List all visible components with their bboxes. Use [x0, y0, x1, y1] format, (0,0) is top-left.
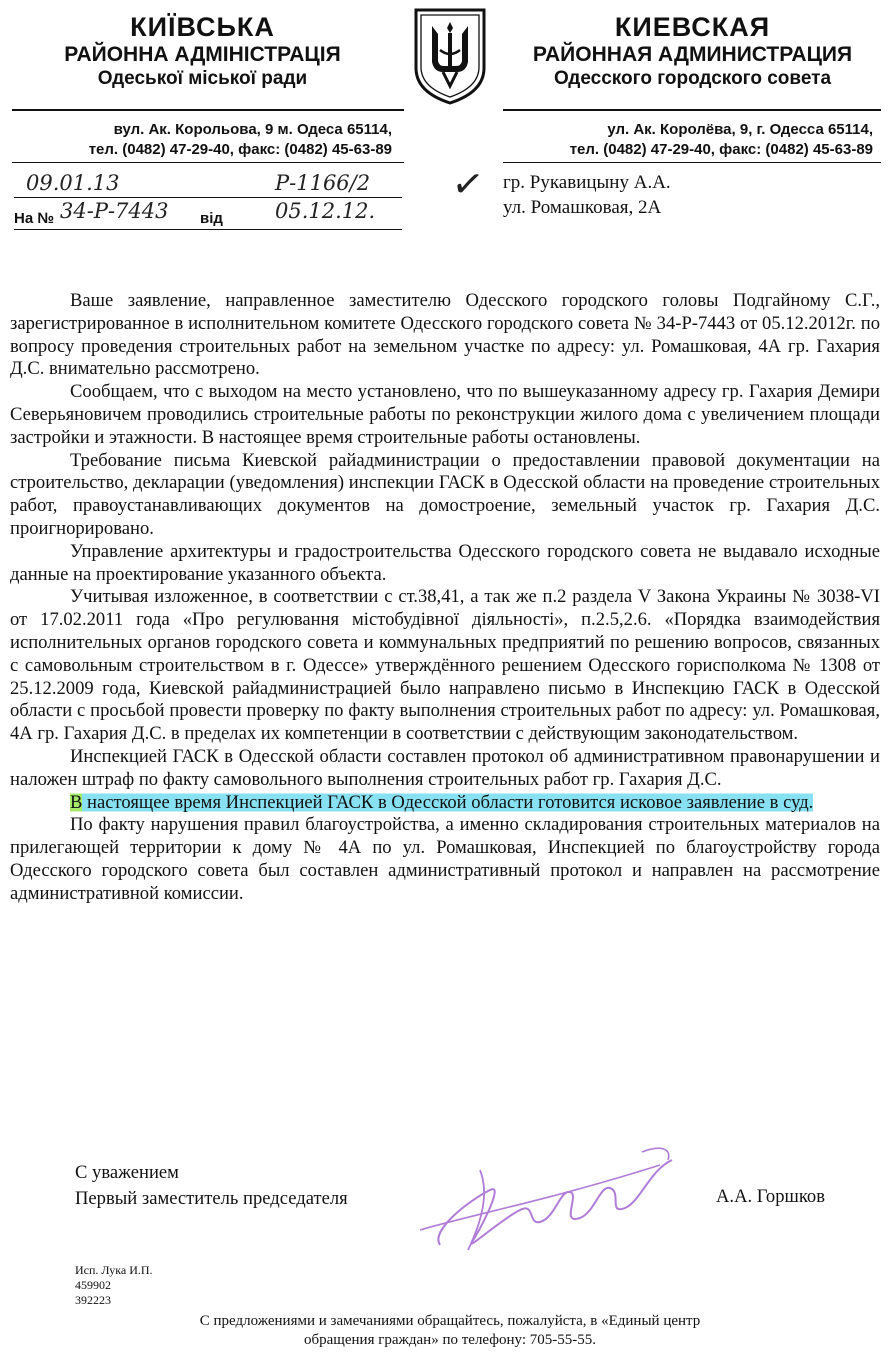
header-ua-line3: Одеської міської ради	[97, 68, 308, 89]
executor	[75, 1263, 153, 1308]
ref-number: 34-Р-7443	[60, 199, 169, 223]
header-ua-address: вул. Ак. Корольова, 9 м. Одеса 65114,	[113, 121, 392, 138]
registration-rule	[14, 197, 402, 198]
header-ru-contacts	[503, 120, 873, 160]
header-ua-contacts	[12, 120, 392, 160]
header-ua-rule-2	[12, 162, 404, 163]
paragraph-3: Требование письма Киевской райадминистрации о предоставлении правовой документации на строительство, декларации (уведомления) инспекции ГАСК в Одесской области на проведение строительных работ, правоустанавливающих документов на домостроение, земельный участок гр. Гахария Д.С. проигнорировано.	[10, 449, 880, 539]
header-ua-phone: тел. (0482) 47-29-40, факс: (0482) 45-63-89	[88, 141, 392, 158]
paragraph-6: Инспекцией ГАСК в Одесской области составлен протокол об административном правонарушении и наложен штраф по факту самовольного выполнения строительных работ гр. Гахария Д.С.	[10, 745, 880, 790]
ref-from-label: від	[200, 210, 223, 227]
ref-date: 05.12.12.	[275, 199, 376, 223]
footer-line-1: С предложениями и замечаниями обращайтесь, пожалуйста, в «Единый центр	[199, 1313, 701, 1329]
recipient	[503, 170, 671, 220]
paragraph-4: Управление архитектуры и градостроительства Одесского городского совета не выдавало исходные данные на проектирование указанного объекта.	[10, 540, 880, 585]
paragraph-8: По факту нарушения правил благоустройства, а именно складирования строительных материалов на прилегающей территории к дому № 4А по ул. Ромашковая, Инспекцией по благоустройству города Одесского городского совета был составлен административный протокол и направлен на рассмотрение административной комиссии.	[10, 814, 880, 904]
paragraph-7-highlighted	[10, 792, 880, 815]
paragraph-5: Учитывая изложенное, в соответствии с ст.38,41, а так же п.2 раздела V Закона Украины № 3038-VI от 17.02.2011 года «Про регулювання містобудівної діяльності», п.2.5,2.6. «Порядка взаимодействия исполнительных органов городского совета и коммунальных предприятий по решению вопросов, связанных с самовольным строительством в г. Одессе» утверждённого решением Одесского горисполкома № 1308 от 25.12.2009 года, Киевской райадминистрацией было направлено письмо в Инспекцию ГАСК в Одесской области с просьбой провести проверку по факту выполнения строительных работ по адресу: ул. Ромашковая, 4А гр. Гахария Д.С. в пределах их компетенции в соответствии с действующим законодательством.	[10, 586, 880, 745]
recipient-address: ул. Ромашковая, 2А	[503, 197, 662, 218]
ref-label: На №	[14, 210, 55, 227]
closing	[75, 1160, 348, 1212]
highlighted-text: настоящее время Инспекцией ГАСК в Одесской области готовится исковое заявление в суд.	[82, 791, 814, 813]
highlight-start: В	[70, 791, 83, 813]
registration-number: Р-1166/2	[275, 171, 371, 195]
header-ru-line1: КИЕВСКАЯ	[614, 12, 771, 42]
closing-position: Первый заместитель председателя	[75, 1188, 348, 1209]
registration-date: 09.01.13	[26, 171, 120, 195]
letter-body	[10, 290, 880, 906]
footer-line-2: обращения граждан» по телефону: 705-55-55.	[304, 1332, 596, 1348]
header-ru	[500, 12, 885, 91]
header-ua-line1: КИЇВСЬКА	[130, 12, 275, 42]
footer	[120, 1312, 780, 1350]
signature	[410, 1130, 680, 1260]
header-ru-line3: Одесского городского совета	[553, 68, 832, 89]
check-mark: ✓	[449, 159, 487, 209]
header-ua-line2: РАЙОННА АДМІНІСТРАЦІЯ	[64, 43, 341, 66]
ref-rule	[14, 229, 402, 230]
paragraph-1: Ваше заявление, направленное заместителю Одесского городского головы Подгайному С.Г., зарегистрированное в исполнительном комитете Одесского городского совета № 34-Р-7443 от 05.12.2012г. по вопросу проведения строительных работ на земельном участке по адресу: ул. Ромашковая, 4А гр. Гахария Д.С. внимательно рассмотрено.	[10, 290, 880, 380]
header-ru-rule-2	[503, 162, 881, 163]
closing-regards: С уважением	[75, 1162, 179, 1183]
executor-phone-2: 392223	[75, 1293, 111, 1307]
header-ru-line2: РАЙОННАЯ АДМИНИСТРАЦИЯ	[532, 43, 853, 66]
header-ru-rule	[503, 109, 881, 111]
header-ru-address: ул. Ак. Королёва, 9, г. Одесса 65114,	[607, 121, 873, 138]
recipient-name: гр. Рукавицыну А.А.	[503, 172, 671, 193]
paragraph-2: Сообщаем, что с выходом на место установлено, что по вышеуказанному адресу гр. Гахария Демири Северьяновичем проводились строительные работы по реконструкции жилого дома с увеличением площади застройки и этажности. В настоящее время строительные работы остановлены.	[10, 381, 880, 448]
header-ua	[0, 12, 405, 91]
header-ua-rule	[12, 109, 404, 111]
header-ru-phone: тел. (0482) 47-29-40, факс: (0482) 45-63-89	[569, 141, 873, 158]
executor-phone-1: 459902	[75, 1278, 111, 1292]
executor-name: Исп. Лука И.П.	[75, 1263, 153, 1277]
signatory-name: А.А. Горшков	[716, 1186, 825, 1207]
trident-emblem	[412, 6, 488, 106]
